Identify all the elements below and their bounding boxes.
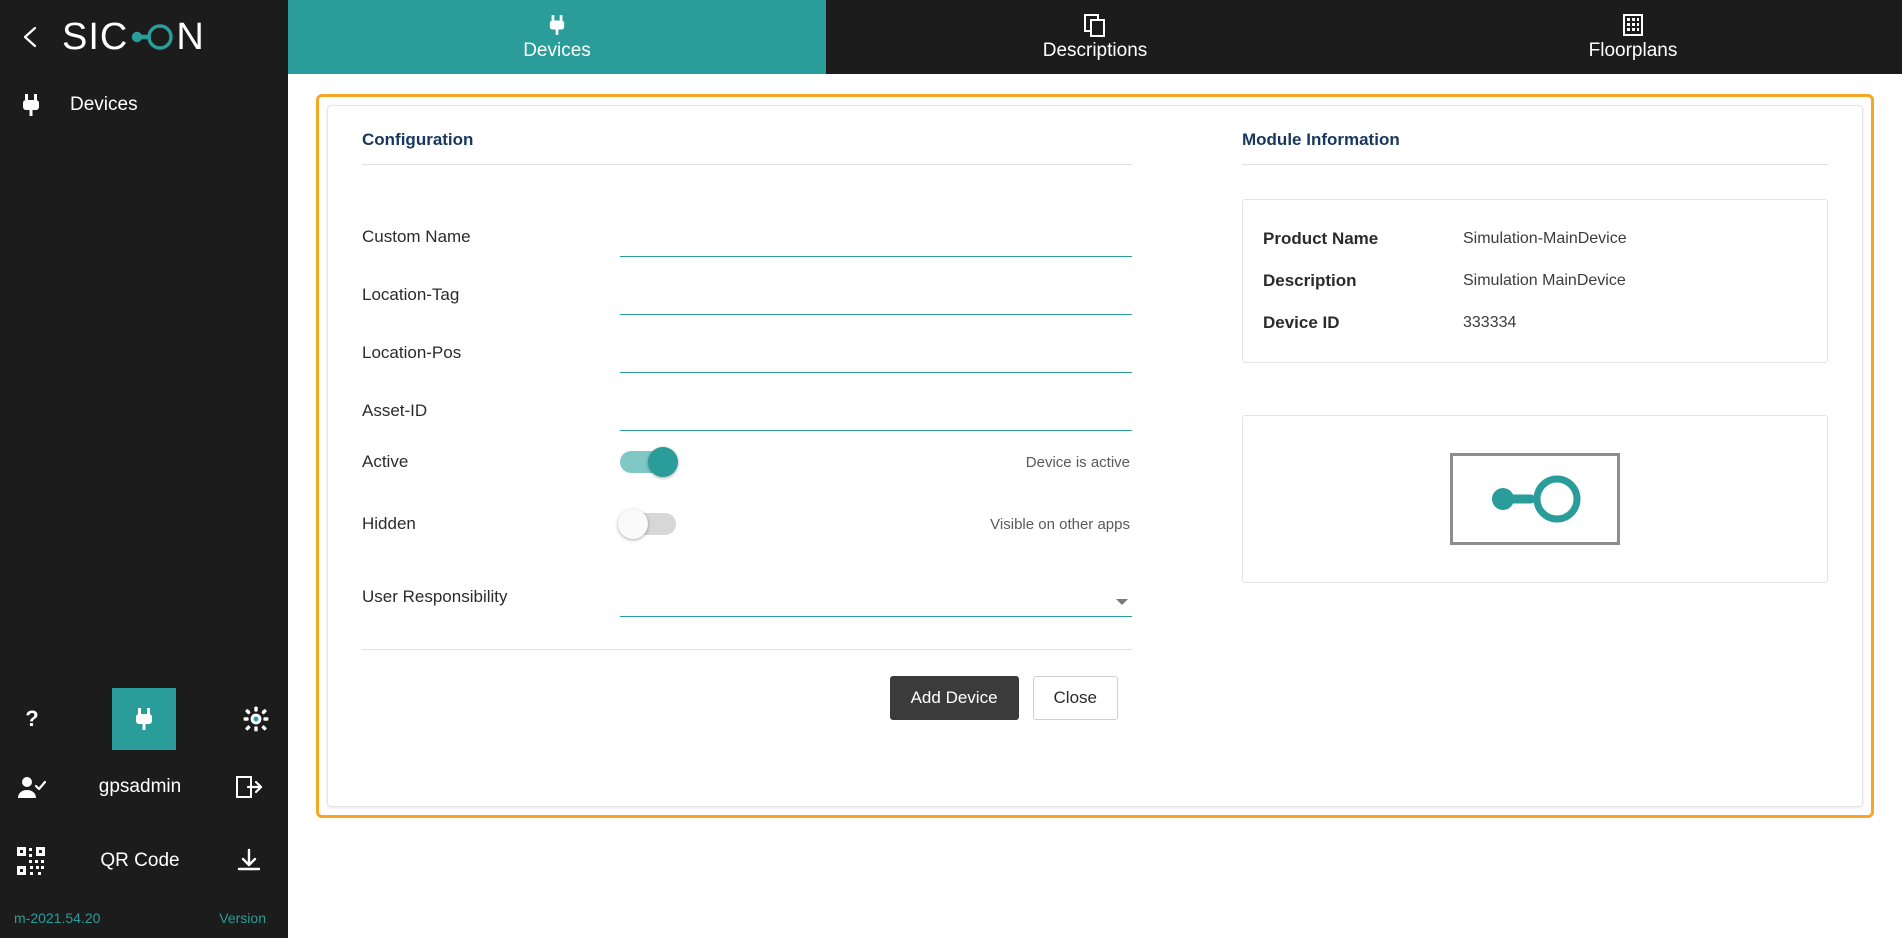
sidebar-header	[0, 0, 288, 74]
field-custom-name	[362, 199, 1132, 257]
chevron-down-icon	[1116, 599, 1128, 605]
plug-icon	[548, 12, 566, 38]
info-row	[1263, 260, 1807, 302]
version-value: m-2021.54.20	[14, 910, 101, 926]
toggle-knob	[618, 509, 648, 539]
sidebar-qr-label: QR Code	[100, 850, 180, 871]
field-label: User Responsibility	[362, 587, 508, 606]
svg-text:?: ?	[25, 706, 39, 731]
info-row	[1263, 302, 1807, 344]
sicon-infinity-logo	[129, 22, 175, 52]
info-key: Description	[1263, 271, 1357, 290]
field-location-tag	[362, 257, 1132, 315]
brand-text-2: N	[176, 15, 205, 58]
field-label: Asset-ID	[362, 401, 428, 420]
info-key: Device ID	[1263, 313, 1340, 332]
field-label: Location-Tag	[362, 285, 460, 304]
download-icon[interactable]	[232, 844, 266, 878]
close-button[interactable]: Close	[1033, 676, 1118, 720]
toggle-knob	[648, 447, 678, 477]
field-user-responsibility	[362, 555, 1132, 617]
field-label: Custom Name	[362, 227, 471, 246]
field-hidden	[362, 493, 1132, 555]
plug-icon	[18, 92, 44, 118]
configuration-column	[362, 130, 1152, 806]
sidebar-devices-icon[interactable]	[112, 688, 176, 750]
field-location-pos	[362, 315, 1132, 373]
documents-icon	[1083, 12, 1107, 38]
qr-code-icon	[14, 844, 48, 878]
sicon-infinity-logo-framed	[1450, 453, 1620, 545]
info-value: 333334	[1463, 314, 1517, 331]
active-toggle[interactable]	[620, 451, 676, 473]
hidden-toggle[interactable]	[620, 513, 676, 535]
sidebar-item-devices[interactable]	[0, 74, 288, 136]
chevron-left-icon[interactable]	[18, 24, 44, 50]
logout-icon[interactable]	[232, 770, 266, 804]
module-information-column	[1152, 130, 1828, 806]
tab-devices[interactable]	[288, 0, 826, 74]
field-label: Location-Pos	[362, 343, 462, 362]
highlight-frame	[316, 94, 1874, 818]
content-area	[288, 74, 1902, 938]
field-label: Hidden	[362, 514, 416, 533]
brand-logo	[62, 16, 205, 59]
location-tag-input[interactable]	[620, 284, 1132, 315]
tab-descriptions[interactable]	[826, 0, 1364, 74]
sidebar-footer	[0, 688, 288, 938]
module-information-box	[1242, 199, 1828, 363]
add-device-button[interactable]: Add Device	[890, 676, 1019, 720]
sidebar-icon-row	[0, 688, 288, 750]
sidebar-qr-row[interactable]	[0, 824, 288, 898]
user-responsibility-select[interactable]	[620, 587, 1132, 617]
sidebar-version-row	[0, 898, 288, 938]
sidebar-user-label: gpsadmin	[98, 776, 182, 797]
info-value: Simulation-MainDevice	[1463, 230, 1627, 247]
info-value: Simulation MainDevice	[1463, 272, 1626, 289]
sidebar	[0, 0, 288, 938]
field-asset-id	[362, 373, 1132, 431]
info-row	[1263, 218, 1807, 260]
tab-label: Floorplans	[1588, 40, 1678, 61]
brand-text-1: SIC	[62, 15, 129, 58]
main-area	[288, 0, 1902, 938]
location-pos-input[interactable]	[620, 342, 1132, 373]
custom-name-input[interactable]	[620, 226, 1132, 257]
device-form-card	[327, 105, 1863, 807]
configuration-title: Configuration	[362, 130, 1132, 165]
module-information-title: Module Information	[1242, 130, 1828, 165]
building-grid-icon	[1621, 12, 1645, 38]
tab-bar	[288, 0, 1902, 74]
info-key: Product Name	[1263, 229, 1379, 248]
sidebar-item-label: Devices	[70, 94, 138, 115]
tab-label: Devices	[523, 40, 591, 61]
user-check-icon	[14, 770, 48, 804]
form-actions	[362, 649, 1132, 720]
field-active	[362, 431, 1132, 493]
active-toggle-hint: Device is active	[1025, 453, 1130, 471]
help-icon[interactable]	[0, 688, 64, 750]
gear-icon[interactable]	[224, 688, 288, 750]
field-label: Active	[362, 452, 409, 471]
tab-floorplans[interactable]	[1364, 0, 1902, 74]
tab-label: Descriptions	[1042, 40, 1148, 61]
asset-id-input[interactable]	[620, 400, 1132, 431]
hidden-toggle-hint: Visible on other apps	[990, 515, 1130, 533]
sidebar-user-row[interactable]	[0, 750, 288, 824]
module-logo-box	[1242, 415, 1828, 583]
version-label: Version	[219, 910, 266, 926]
